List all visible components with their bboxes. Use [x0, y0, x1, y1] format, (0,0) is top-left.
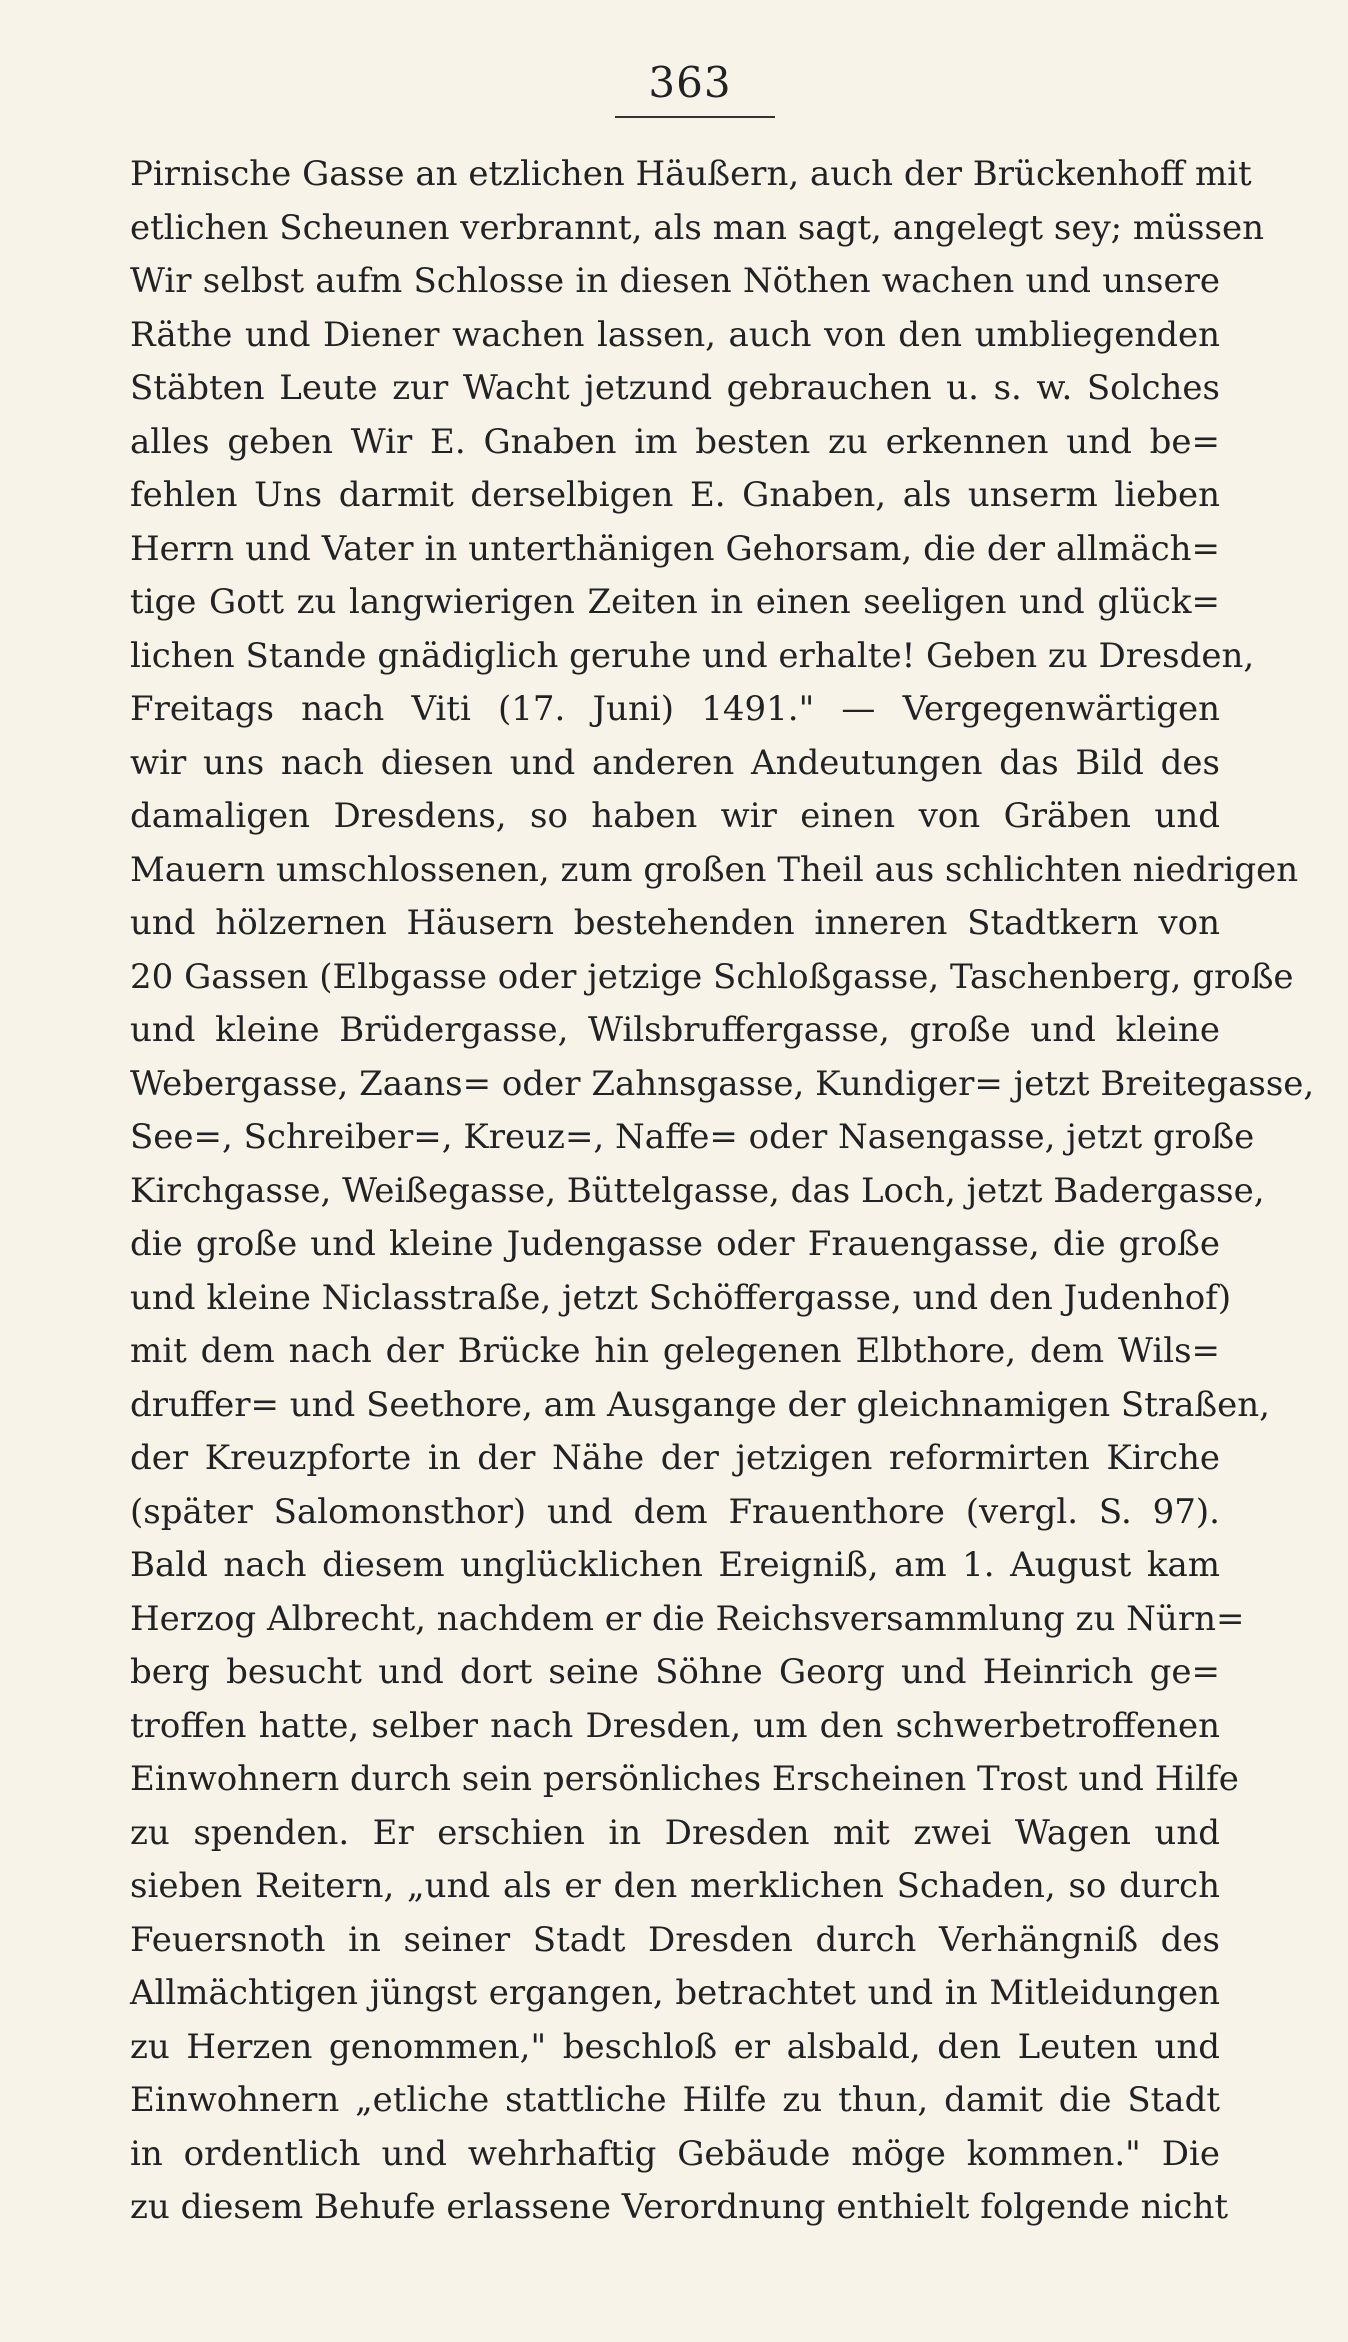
- body-text: [130, 148, 1315, 2235]
- text-line: Webergasse, Zaans= oder Zahnsgasse, Kundiger= jetzt Breitegasse,: [130, 1063, 1315, 1104]
- text-line: druffer= und Seethore, am Ausgange der gleichnamigen Straßen,: [130, 1384, 1270, 1425]
- text-line: 20 Gassen (Elbgasse oder jetzige Schloßgasse, Taschenberg, große: [130, 956, 1294, 997]
- text-line: in ordentlich und wehrhaftig Gebäude möge kommen." Die: [130, 2133, 1220, 2174]
- text-line: Einwohnern „etliche stattliche Hilfe zu thun, damit die Stadt: [130, 2080, 1220, 2120]
- text-line: Pirnische Gasse an etzlichen Häußern, auch der Brückenhoff mit: [130, 154, 1252, 194]
- text-line: lichen Stande gnädiglich geruhe und erhalte! Geben zu Dresden,: [130, 635, 1255, 676]
- text-line: Einwohnern durch sein persönliches Erscheinen Trost und Hilfe: [130, 1759, 1239, 1799]
- text-line: der Kreuzpforte in der Nähe der jetzigen reformirten Kirche: [130, 1438, 1220, 1478]
- header-rule: [615, 116, 775, 118]
- text-line: zu Herzen genommen," beschloß er alsbald, den Leuten und: [130, 2026, 1220, 2067]
- text-line: troffen hatte, selber nach Dresden, um den schwerbetroffenen: [130, 1705, 1220, 1746]
- text-line: alles geben Wir E. Gnaben im besten zu erkennen und be=: [130, 421, 1220, 462]
- text-line: und kleine Brüdergasse, Wilsbruffergasse, große und kleine: [130, 1010, 1220, 1050]
- text-line: Feuersnoth in seiner Stadt Dresden durch Verhängniß des: [130, 1919, 1220, 1960]
- text-line: Mauern umschlossenen, zum großen Theil aus schlichten niedrigen: [130, 849, 1299, 890]
- text-line: mit dem nach der Brücke hin gelegenen Elbthore, dem Wils=: [130, 1331, 1220, 1371]
- text-line: Herrn und Vater in unterthänigen Gehorsam, die der allmäch=: [130, 528, 1220, 569]
- text-line: See=, Schreiber=, Kreuz=, Naffe= oder Nasengasse, jetzt große: [130, 1117, 1255, 1157]
- text-line: fehlen Uns darmit derselbigen E. Gnaben, als unserm lieben: [130, 475, 1220, 515]
- text-line: Bald nach diesem unglücklichen Ereigniß, am 1. August kam: [130, 1545, 1220, 1585]
- page-number: 363: [648, 58, 732, 107]
- text-line: Stäbten Leute zur Wacht jetzund gebrauchen u. s. w. Solches: [130, 368, 1220, 408]
- text-line: tige Gott zu langwierigen Zeiten in einen seeligen und glück=: [130, 582, 1220, 622]
- text-line: die große und kleine Judengasse oder Frauengasse, die große: [130, 1224, 1220, 1264]
- text-line: zu diesem Behufe erlassene Verordnung enthielt folgende nicht: [130, 2187, 1229, 2227]
- text-line: Wir selbst aufm Schlosse in diesen Nöthen wachen und unsere: [130, 261, 1220, 301]
- text-line: Herzog Albrecht, nachdem er die Reichsversammlung zu Nürn=: [130, 1598, 1245, 1639]
- text-line: und hölzernen Häusern bestehenden inneren Stadtkern von: [130, 903, 1220, 943]
- text-line: (später Salomonsthor) und dem Frauenthore (vergl. S. 97).: [130, 1491, 1220, 1532]
- text-line: zu spenden. Er erschien in Dresden mit zwei Wagen und: [130, 1812, 1220, 1853]
- text-line: sieben Reitern, „und als er den merklichen Schaden, so durch: [130, 1866, 1220, 1906]
- text-line: damaligen Dresdens, so haben wir einen von Gräben und: [130, 796, 1220, 836]
- text-line: und kleine Niclasstraße, jetzt Schöffergasse, und den Judenhof): [130, 1277, 1232, 1318]
- text-line: wir uns nach diesen und anderen Andeutungen das Bild des: [130, 742, 1220, 783]
- text-line: etlichen Scheunen verbrannt, als man sagt, angelegt sey; müssen: [130, 207, 1264, 248]
- text-line: Freitags nach Viti (17. Juni) 1491." — Vergegenwärtigen: [130, 689, 1220, 729]
- text-line: Kirchgasse, Weißegasse, Büttelgasse, das Loch, jetzt Badergasse,: [130, 1170, 1265, 1211]
- text-line: Allmächtigen jüngst ergangen, betrachtet und in Mitleidungen: [130, 1973, 1220, 2013]
- text-line: berg besucht und dort seine Söhne Georg und Heinrich ge=: [130, 1652, 1220, 1692]
- text-line: Räthe und Diener wachen lassen, auch von den umbliegenden: [130, 314, 1220, 355]
